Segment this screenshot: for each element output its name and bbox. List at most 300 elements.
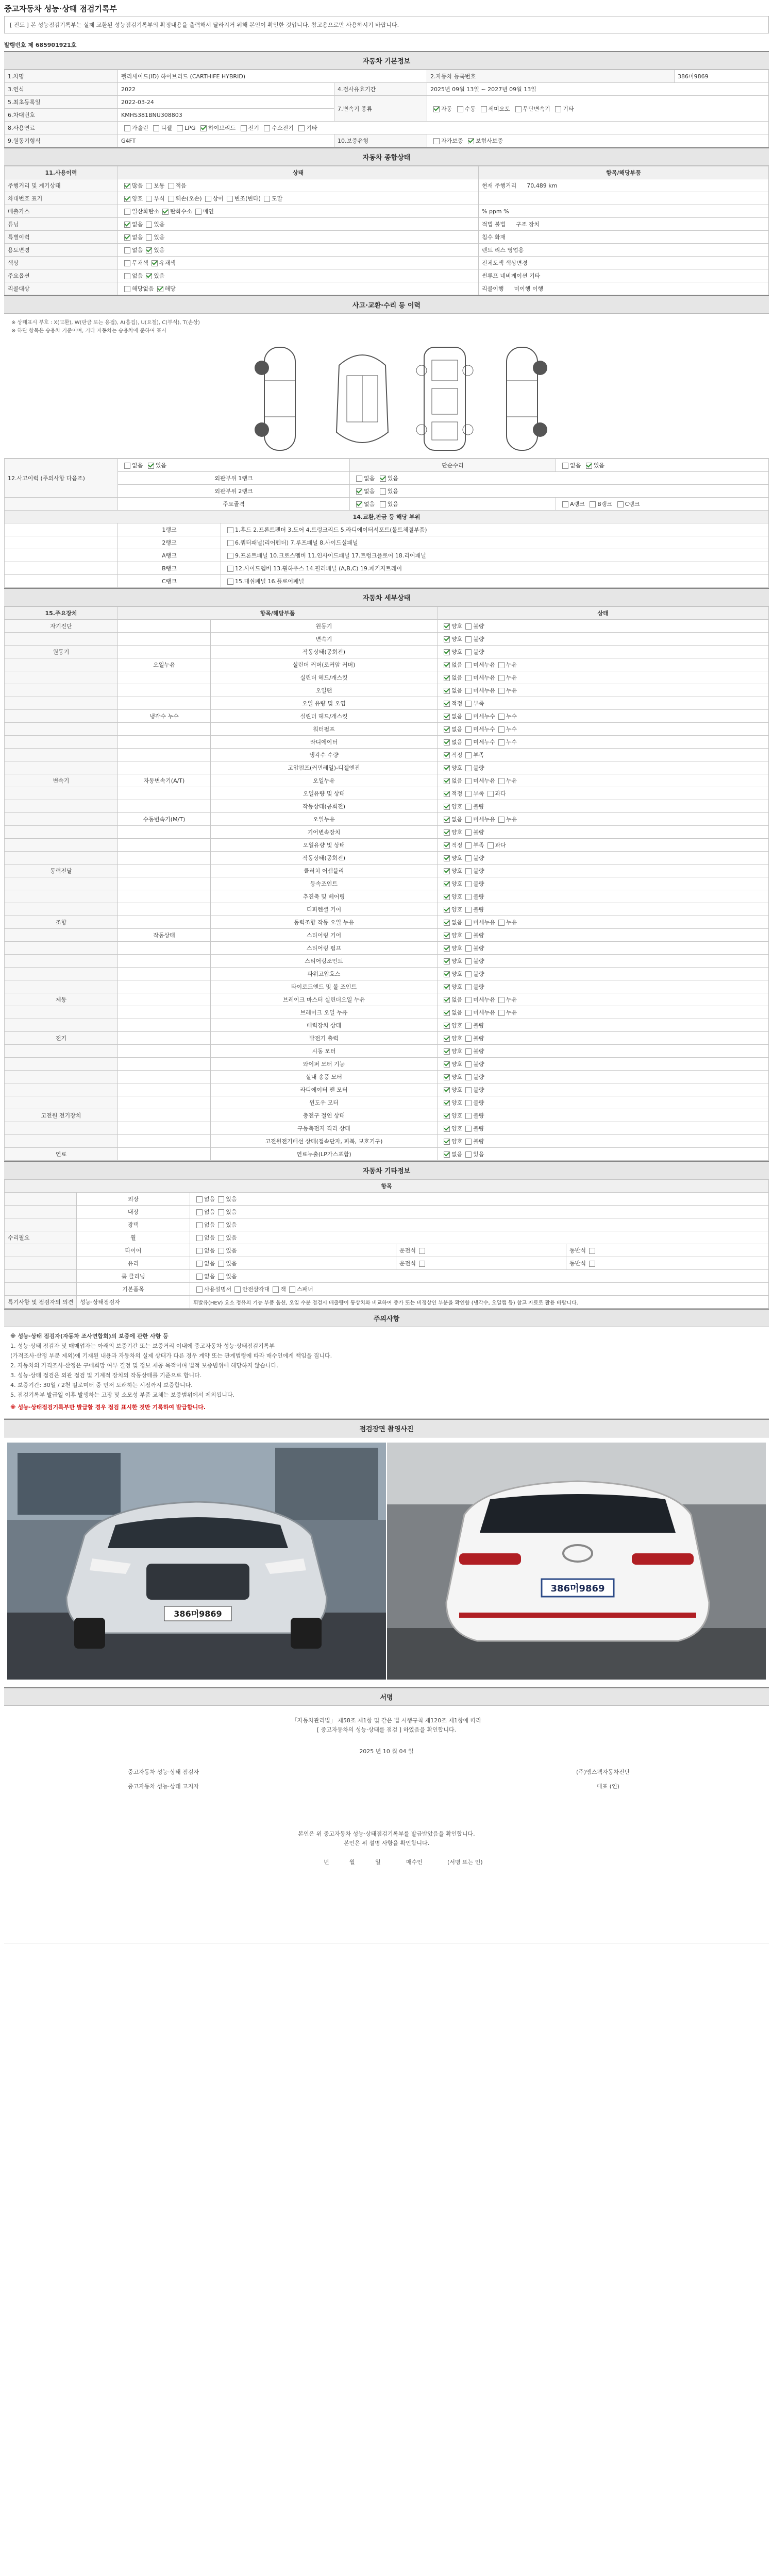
detail-status-checkbox[interactable]: [498, 997, 505, 1003]
detail-status-checkbox[interactable]: [465, 714, 472, 720]
rank-item-checkbox[interactable]: [227, 579, 233, 585]
general-status-checkbox[interactable]: [124, 209, 130, 215]
rear-car-image: [387, 1443, 766, 1680]
detail-subgroup: [118, 1109, 211, 1122]
detail-status-checkbox[interactable]: [465, 894, 472, 900]
detail-status: [438, 684, 769, 697]
detail-status-checkbox[interactable]: [465, 701, 472, 707]
detail-status-checkbox[interactable]: [444, 984, 450, 990]
detail-status-checkbox[interactable]: [444, 778, 450, 784]
detail-item: 고전원전기배선 상태(접속단자, 피복, 보호기구): [211, 1135, 438, 1148]
general-row: [5, 231, 769, 244]
detail-status-checkbox[interactable]: [465, 1087, 472, 1093]
detail-status-checkbox[interactable]: [498, 726, 505, 733]
detail-group: [5, 671, 118, 684]
detail-status-checkbox[interactable]: [444, 842, 450, 849]
detail-status-checkbox[interactable]: [444, 623, 450, 630]
detail-status-checkbox[interactable]: [465, 1100, 472, 1106]
transmission-checkbox-manual[interactable]: [457, 106, 463, 112]
detail-group: 고전원 전기장치: [5, 1109, 118, 1122]
detail-item: 오일누유: [211, 813, 438, 826]
general-status-checkbox[interactable]: [124, 222, 130, 228]
detail-status-checkbox[interactable]: [498, 714, 505, 720]
detail-status-checkbox[interactable]: [465, 958, 472, 964]
other-checkbox-a[interactable]: [196, 1196, 203, 1202]
general-status-checkbox[interactable]: [124, 183, 130, 189]
detail-status-checkbox[interactable]: [444, 868, 450, 874]
detail-status-checkbox[interactable]: [444, 765, 450, 771]
detail-status-checkbox[interactable]: [444, 1087, 450, 1093]
detail-status-checkbox[interactable]: [465, 778, 472, 784]
detail-item: 추진축 및 베어링: [211, 890, 438, 903]
basic-item-checkbox[interactable]: [196, 1286, 203, 1293]
general-status-checkbox[interactable]: [162, 209, 169, 215]
fuel-checkbox-hybrid[interactable]: [200, 125, 207, 131]
detail-status-checkbox[interactable]: [465, 907, 472, 913]
vin-label: 6.차대번호: [5, 109, 118, 122]
detail-status-checkbox[interactable]: [465, 636, 472, 642]
general-status-checkbox[interactable]: [205, 196, 211, 202]
basic-info-title: 자동차 기본정보: [4, 52, 769, 70]
detail-status: [438, 1006, 769, 1019]
general-status-checkbox[interactable]: [146, 196, 152, 202]
other-checkbox-a[interactable]: [196, 1248, 203, 1254]
detail-status: [438, 697, 769, 710]
detail-status-option: 누유: [506, 777, 517, 784]
outer2-none-checkbox[interactable]: [356, 488, 362, 495]
general-status-option: 많음: [132, 182, 143, 189]
rank-item-checkbox[interactable]: [227, 540, 233, 546]
detail-status-checkbox[interactable]: [488, 842, 494, 849]
detail-status-checkbox[interactable]: [465, 1126, 472, 1132]
detail-status-checkbox[interactable]: [444, 649, 450, 655]
general-status-option: 훼손(오손): [175, 195, 202, 202]
basic-item-checkbox[interactable]: [234, 1286, 241, 1293]
detail-status-checkbox[interactable]: [498, 920, 505, 926]
other-row-group: [5, 1206, 77, 1218]
detail-row: [5, 736, 769, 749]
fuel-checkbox-lpg[interactable]: [177, 125, 183, 131]
detail-status-checkbox[interactable]: [465, 842, 472, 849]
detail-status-checkbox[interactable]: [444, 1113, 450, 1119]
other-row-options: [190, 1218, 769, 1231]
detail-status-checkbox[interactable]: [444, 971, 450, 977]
fuel-checkbox-etc[interactable]: [298, 125, 305, 131]
detail-status-checkbox[interactable]: [444, 997, 450, 1003]
detail-status-checkbox[interactable]: [465, 726, 472, 733]
general-row-label: 리콜대상: [5, 282, 118, 295]
detail-item: 변속기: [211, 633, 438, 646]
repair-none-checkbox[interactable]: [562, 463, 568, 469]
detail-status-option: 적정: [451, 790, 463, 797]
detail-status-checkbox[interactable]: [465, 1010, 472, 1016]
detail-status-checkbox[interactable]: [498, 662, 505, 668]
general-item-name: 적법 불법: [482, 221, 506, 228]
detail-item: 구동축전지 격리 상태: [211, 1122, 438, 1135]
rank-row-spacer: [5, 536, 118, 549]
repair-yes-checkbox[interactable]: [586, 463, 592, 469]
general-status-checkbox[interactable]: [124, 286, 130, 292]
detail-status: [438, 942, 769, 955]
detail-status-checkbox[interactable]: [444, 1061, 450, 1067]
transmission-checkbox-cvt[interactable]: [515, 106, 522, 112]
detail-status-checkbox[interactable]: [444, 829, 450, 836]
detail-status-checkbox[interactable]: [465, 1139, 472, 1145]
general-status-option: 탄화수소: [170, 208, 192, 215]
other-checkbox-a[interactable]: [196, 1261, 203, 1267]
detail-status-checkbox[interactable]: [465, 649, 472, 655]
detail-row: [5, 865, 769, 877]
detail-subgroup: [118, 968, 211, 980]
detail-row: [5, 787, 769, 800]
detail-status-checkbox[interactable]: [444, 958, 450, 964]
doc-number: 685901921호: [35, 42, 77, 48]
frame-none-checkbox[interactable]: [356, 501, 362, 507]
other-checkbox-b[interactable]: [218, 1209, 224, 1215]
other-checkbox-a[interactable]: [196, 1274, 203, 1280]
other-info-table: [4, 1179, 769, 1309]
detail-item: 충전구 절연 상태: [211, 1109, 438, 1122]
detail-status-option: 양호: [451, 932, 463, 939]
car-top-diagram: [329, 345, 396, 453]
outer-rank2-options: 없음 있음: [350, 485, 769, 498]
other-checkbox-a[interactable]: [196, 1235, 203, 1241]
fuel-checkbox-ev[interactable]: [241, 125, 247, 131]
general-status-checkbox[interactable]: [152, 260, 158, 266]
accident-none-checkbox[interactable]: [124, 463, 130, 469]
detail-subgroup: [118, 1006, 211, 1019]
other-row-front: [396, 1257, 566, 1270]
basic-item-checkbox[interactable]: [273, 1286, 279, 1293]
transmission-label: 7.변속기 종류: [334, 96, 427, 122]
outer1-yes-checkbox[interactable]: [380, 476, 386, 482]
legend-line-1: ※ 상태표시 부호 : X(교환), W(판금 또는 용접), A(흠집), U(요철), C(부식), T(손상): [11, 320, 200, 326]
detail-status-checkbox[interactable]: [444, 920, 450, 926]
basic-item-checkbox[interactable]: [289, 1286, 295, 1293]
notice-box: [ 진도 ] 본 성능점검기록부는 실제 교환된 성능점검기록부의 확정내용을 출력해서 달라지거 위해 본인이 확인한 것입니다. 참고용으로만 사용하시기 바랍니다.: [4, 16, 769, 33]
plate-label: 2.자동차 등록번호: [427, 70, 675, 83]
detail-row: [5, 839, 769, 852]
general-status-checkbox[interactable]: [146, 247, 152, 253]
other-row-label: 기본품목: [77, 1283, 190, 1296]
detail-subgroup: [118, 852, 211, 865]
warranty-checkbox-self[interactable]: [433, 138, 440, 144]
other-checkbox-a[interactable]: [196, 1209, 203, 1215]
detail-status-checkbox[interactable]: [465, 817, 472, 823]
car-diagram-area: [4, 314, 769, 459]
detail-status-checkbox[interactable]: [465, 971, 472, 977]
detail-status-checkbox[interactable]: [465, 1023, 472, 1029]
detail-status: [438, 723, 769, 736]
detail-status-checkbox[interactable]: [444, 945, 450, 952]
rank-item-checkbox[interactable]: [227, 553, 233, 559]
other-checkbox-b[interactable]: [218, 1248, 224, 1254]
general-status-option: 적음: [175, 182, 187, 189]
detail-status-checkbox[interactable]: [444, 1074, 450, 1080]
detail-status-checkbox[interactable]: [465, 752, 472, 758]
detail-status-option: 양호: [451, 958, 463, 964]
general-status-checkbox[interactable]: [124, 234, 130, 241]
detail-row: [5, 1096, 769, 1109]
transmission-checkbox-etc[interactable]: [555, 106, 561, 112]
detail-subgroup: [118, 980, 211, 993]
detail-status-checkbox[interactable]: [465, 804, 472, 810]
other-row-label: 유리: [77, 1257, 190, 1270]
detail-status-checkbox[interactable]: [444, 804, 450, 810]
detail-status-checkbox[interactable]: [444, 675, 450, 681]
front-checkbox[interactable]: [419, 1248, 425, 1254]
detail-status-checkbox[interactable]: [465, 855, 472, 861]
general-status-option: 있음: [154, 234, 165, 241]
detail-status: [438, 1019, 769, 1032]
sign-buyer-sign[interactable]: (서명 또는 인): [447, 1859, 483, 1866]
other-row-label: 타이어: [77, 1244, 190, 1257]
detail-status-checkbox[interactable]: [465, 1048, 472, 1055]
detail-row: [5, 710, 769, 723]
detail-subgroup: [118, 1019, 211, 1032]
detail-row: [5, 646, 769, 658]
detail-group: 전기: [5, 1032, 118, 1045]
detail-status-checkbox[interactable]: [444, 881, 450, 887]
general-status-checkbox[interactable]: [124, 273, 130, 279]
detail-status: [438, 1083, 769, 1096]
detail-group: [5, 968, 118, 980]
detail-status-checkbox[interactable]: [444, 636, 450, 642]
outer-rank1-options: 없음 있음: [350, 472, 769, 485]
other-info-section: [4, 1161, 769, 1309]
detail-status-option: 양호: [451, 1061, 463, 1067]
detail-status-checkbox[interactable]: [465, 881, 472, 887]
frame-label: 주요골격: [118, 498, 350, 511]
rank-item-checkbox[interactable]: [227, 566, 233, 572]
general-status-checkbox[interactable]: [146, 183, 152, 189]
detail-row: [5, 800, 769, 813]
other-checkbox-b[interactable]: [218, 1222, 224, 1228]
other-option: 있음: [226, 1247, 237, 1254]
detail-status-checkbox[interactable]: [465, 662, 472, 668]
detail-status-checkbox[interactable]: [444, 817, 450, 823]
general-status-option: 없음: [132, 247, 143, 253]
detail-status-checkbox[interactable]: [465, 1074, 472, 1080]
other-option: 있음: [226, 1260, 237, 1267]
general-status-checkbox[interactable]: [195, 209, 201, 215]
back-checkbox[interactable]: [589, 1248, 595, 1254]
notes-line: 5. 점검기록부 발급일 이후 발생하는 고장 및 소모성 부품 교체는 보증범위에서 제외됩니다.: [10, 1392, 234, 1398]
general-status-checkbox[interactable]: [124, 196, 130, 202]
detail-subgroup: [118, 633, 211, 646]
frame-rank-a-checkbox[interactable]: [562, 501, 568, 507]
detail-status-checkbox[interactable]: [465, 675, 472, 681]
back-checkbox[interactable]: [589, 1261, 595, 1267]
detail-row: [5, 1006, 769, 1019]
basic-item-label: 안전삼각대: [242, 1286, 270, 1293]
outer1-none-checkbox[interactable]: [356, 476, 362, 482]
detail-status-checkbox[interactable]: [465, 623, 472, 630]
detail-status-checkbox[interactable]: [444, 907, 450, 913]
detail-status-checkbox[interactable]: [444, 688, 450, 694]
general-status-checkbox[interactable]: [227, 196, 233, 202]
detail-status-checkbox[interactable]: [498, 739, 505, 745]
detail-item: 등속조인트: [211, 877, 438, 890]
detail-status-checkbox[interactable]: [498, 675, 505, 681]
detail-status-option: 과다: [495, 842, 506, 849]
detail-status-checkbox[interactable]: [444, 752, 450, 758]
rank-label: 2랭크: [118, 536, 221, 549]
detail-group: [5, 1122, 118, 1135]
fuel-checkbox-diesel[interactable]: [153, 125, 159, 131]
accident-yes-checkbox[interactable]: [148, 463, 154, 469]
detail-status-checkbox[interactable]: [465, 688, 472, 694]
general-row-item: [479, 257, 769, 269]
other-option: 없음: [204, 1234, 215, 1241]
detail-status-option: 누유: [506, 1009, 517, 1016]
other-checkbox-a[interactable]: [196, 1222, 203, 1228]
detail-status-checkbox[interactable]: [444, 1023, 450, 1029]
general-row: [5, 269, 769, 282]
general-status-checkbox[interactable]: [146, 273, 152, 279]
detail-status: [438, 852, 769, 865]
detail-status-checkbox[interactable]: [465, 765, 472, 771]
inspection-valid-value: 2025년 09월 13일 ~ 2027년 09월 13일: [427, 83, 769, 96]
general-row-item: [479, 205, 769, 218]
detail-status-option: 미세누유: [473, 674, 495, 681]
warranty-checkbox-insurance[interactable]: [468, 138, 474, 144]
detail-status-checkbox[interactable]: [444, 1151, 450, 1158]
other-checkbox-b[interactable]: [218, 1235, 224, 1241]
general-status-checkbox[interactable]: [146, 234, 152, 241]
general-status-checkbox[interactable]: [157, 286, 163, 292]
general-status-option: 상이: [212, 195, 224, 202]
frame-yes-checkbox[interactable]: [380, 501, 386, 507]
detail-status-checkbox[interactable]: [465, 1036, 472, 1042]
rank-label: B랭크: [118, 562, 221, 575]
detail-status-checkbox[interactable]: [465, 920, 472, 926]
detail-item: 스티어링 기어: [211, 929, 438, 942]
detail-status-checkbox[interactable]: [498, 817, 505, 823]
detail-subgroup: [118, 1045, 211, 1058]
detail-group: [5, 684, 118, 697]
detail-status-checkbox[interactable]: [465, 1061, 472, 1067]
general-status-checkbox[interactable]: [168, 183, 174, 189]
detail-status-checkbox[interactable]: [444, 894, 450, 900]
detail-status-checkbox[interactable]: [444, 1036, 450, 1042]
detail-status-checkbox[interactable]: [465, 997, 472, 1003]
detail-status-checkbox[interactable]: [465, 791, 472, 797]
detail-status-checkbox[interactable]: [488, 791, 494, 797]
other-checkbox-b[interactable]: [218, 1274, 224, 1280]
general-status-checkbox[interactable]: [168, 196, 174, 202]
transmission-checkbox-auto[interactable]: [433, 106, 440, 112]
detail-status-checkbox[interactable]: [444, 1100, 450, 1106]
general-status-checkbox[interactable]: [146, 222, 152, 228]
fuel-checkbox-hydrogen[interactable]: [264, 125, 270, 131]
detail-group: [5, 749, 118, 761]
detail-row: [5, 1109, 769, 1122]
detail-group: [5, 633, 118, 646]
detail-status-option: 없음: [451, 919, 463, 926]
detail-item: 냉각수 수량: [211, 749, 438, 761]
detail-status-checkbox[interactable]: [444, 714, 450, 720]
detail-status-option: 양호: [451, 1022, 463, 1029]
general-status-checkbox[interactable]: [124, 260, 130, 266]
opinion-sub: 성능·상태점검자: [77, 1296, 190, 1309]
detail-item: 윈도우 모터: [211, 1096, 438, 1109]
other-checkbox-b[interactable]: [218, 1196, 224, 1202]
front-label: 운전석: [399, 1247, 416, 1254]
fuel-checkbox-gasoline[interactable]: [124, 125, 130, 131]
plate-value: 386머9869: [675, 70, 769, 83]
general-status-checkbox[interactable]: [264, 196, 270, 202]
detail-status-checkbox[interactable]: [465, 945, 472, 952]
general-status-option: 없음: [132, 273, 143, 279]
detail-status-checkbox[interactable]: [444, 701, 450, 707]
detail-row: [5, 633, 769, 646]
detail-status-checkbox[interactable]: [444, 726, 450, 733]
other-row-back: [566, 1257, 769, 1270]
general-status-checkbox[interactable]: [124, 247, 130, 253]
detail-status-checkbox[interactable]: [444, 791, 450, 797]
detail-status-checkbox[interactable]: [444, 739, 450, 745]
detail-item: 오일유량 및 상태: [211, 787, 438, 800]
detail-status-option: 없음: [451, 726, 463, 733]
general-row-label: 차대번호 표기: [5, 192, 118, 205]
detail-status-checkbox[interactable]: [444, 1048, 450, 1055]
rank-item-checkbox[interactable]: [227, 527, 233, 533]
other-checkbox-b[interactable]: [218, 1261, 224, 1267]
notes-head: ※ 성능·상태 점검자(자동차 조사연합회)의 보증에 관한 사항 등: [10, 1333, 169, 1340]
transmission-checkbox-semi[interactable]: [481, 106, 487, 112]
general-status-option: 있음: [154, 247, 165, 253]
detail-status-checkbox[interactable]: [444, 662, 450, 668]
detail-status: [438, 710, 769, 723]
detail-status-checkbox[interactable]: [465, 984, 472, 990]
detail-status-checkbox[interactable]: [498, 1010, 505, 1016]
detail-status-checkbox[interactable]: [444, 855, 450, 861]
detail-status-checkbox[interactable]: [465, 1113, 472, 1119]
other-row-group: 수리필요: [5, 1231, 77, 1244]
general-row-status: [118, 179, 479, 192]
detail-status-checkbox[interactable]: [465, 933, 472, 939]
frame-rank-c-checkbox[interactable]: [617, 501, 624, 507]
general-status-title: 자동차 종합상태: [4, 148, 769, 166]
detail-status-option: 미세누수: [473, 726, 495, 733]
detail-status-option: 양호: [451, 765, 463, 771]
detail-status-option: 양호: [451, 1112, 463, 1119]
detail-status-checkbox[interactable]: [444, 1126, 450, 1132]
detail-status-checkbox[interactable]: [465, 829, 472, 836]
outer2-yes-checkbox[interactable]: [380, 488, 386, 495]
frame-rank-b-checkbox[interactable]: [590, 501, 596, 507]
detail-status-option: 부족: [473, 842, 484, 849]
detail-status-checkbox[interactable]: [444, 933, 450, 939]
detail-status-checkbox[interactable]: [465, 739, 472, 745]
detail-status-checkbox[interactable]: [498, 778, 505, 784]
detail-status-checkbox[interactable]: [465, 868, 472, 874]
detail-status: [438, 1032, 769, 1045]
detail-status: [438, 1096, 769, 1109]
detail-row: [5, 1019, 769, 1032]
detail-status-checkbox[interactable]: [498, 688, 505, 694]
front-checkbox[interactable]: [419, 1261, 425, 1267]
general-row: [5, 257, 769, 269]
detail-row: [5, 852, 769, 865]
detail-status-checkbox[interactable]: [465, 1151, 472, 1158]
rank-items: [221, 536, 769, 549]
detail-status-checkbox[interactable]: [444, 1010, 450, 1016]
detail-status-checkbox[interactable]: [444, 1139, 450, 1145]
other-option: 있음: [226, 1196, 237, 1202]
detail-status: [438, 968, 769, 980]
